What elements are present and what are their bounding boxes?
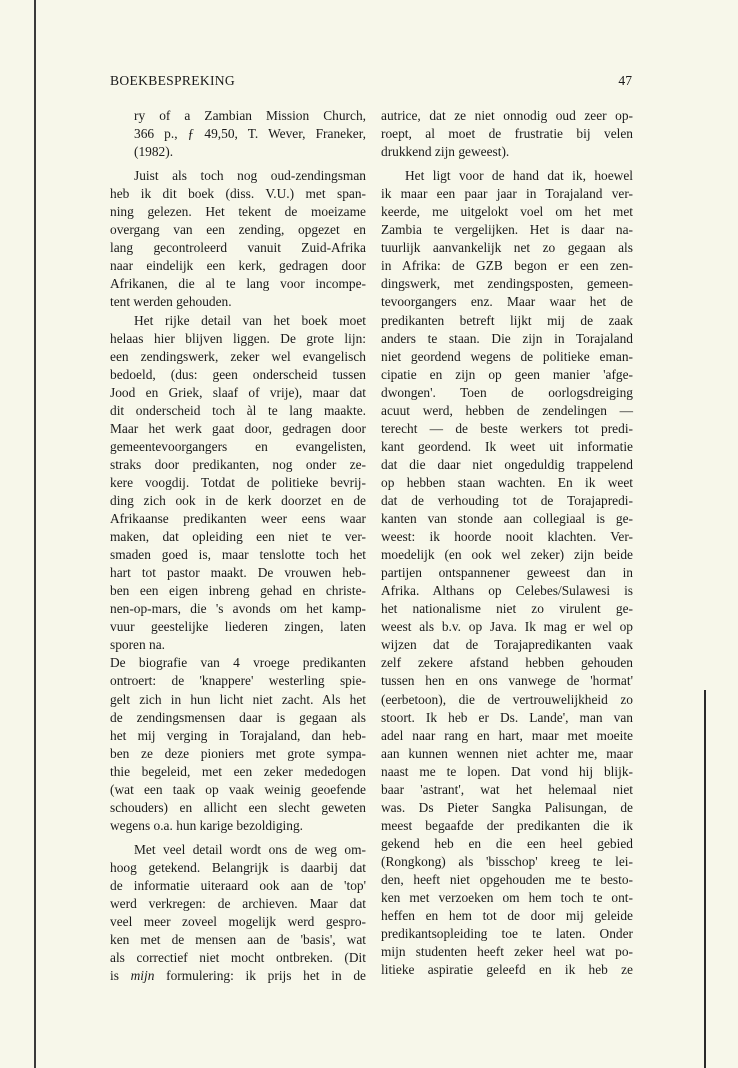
text-line: gekend heb en die een heel gebied xyxy=(381,835,633,851)
text-line: heffen en hem tot de door mij geleide xyxy=(381,908,633,924)
text-line: kere voogdij. Totdat de politieke bevrij- xyxy=(110,474,366,490)
text-line: moedelijk (en ook wel zeker) zijn beide xyxy=(381,547,633,563)
text-line: naast me te lopen. Dat vond hij blijk- xyxy=(381,763,633,779)
text-line: (1982). xyxy=(134,144,174,160)
text-line: kanten van stonde aan collegiaal is ge- xyxy=(381,511,633,527)
text-line: partijen ontspannener geweest dan in xyxy=(381,565,633,581)
text-line: als correctief niet mocht ontbreken. (Dit xyxy=(110,950,366,966)
text-line: in Afrika: de GZB begon er een zen- xyxy=(381,258,633,274)
text-line: De biografie van 4 vroege predikanten xyxy=(110,655,366,671)
text-line: nen-op-mars, die 's avonds om het kamp- xyxy=(110,601,366,617)
text-line: stoort. Ik heb er Ds. Lande', man van xyxy=(381,709,633,725)
text-line: werd verkregen: de archieven. Maar dat xyxy=(110,896,366,912)
text-line: ken met de mensen aan de 'basis', wat xyxy=(110,932,366,948)
text-line: tevoorgangers enz. Maar waar het de xyxy=(381,294,633,310)
text-line: is mijn formulering: ik prijs het in de xyxy=(110,968,366,984)
scan-edge-line xyxy=(704,690,706,1068)
text-line: gemeentevoorgangers en evangelisten, xyxy=(110,438,366,454)
text-line: dit onderscheid toch àl te lang maakte. xyxy=(110,402,366,418)
text-line: ning gelezen. Het tekent de moeizame xyxy=(110,204,366,220)
text-line: hart tot pastor maakt. De vrouwen heb- xyxy=(110,565,366,581)
text-line: niet geordend wegens de politieke eman- xyxy=(381,348,633,364)
text-line: Afrika. Althans op Celebes/Sulawesi is xyxy=(381,583,633,599)
text-line: ben een eigen inbreng gehad en christe- xyxy=(110,583,366,599)
text-line: predikanten betreft lijkt mij de zaak xyxy=(381,312,633,328)
text-line: terecht — de beste werkers tot predi- xyxy=(381,420,633,436)
text-line: (eerbetoon), die de vertrouwelijkheid zo xyxy=(381,691,633,707)
text-line: den, heeft niet opgehouden me te besto- xyxy=(381,871,633,887)
text-line: tussen hen en ons vanwege de 'hormat' xyxy=(381,673,633,689)
text-line: anders te staan. Die zijn in Torajaland xyxy=(381,330,633,346)
text-line: bedoeld, (dus: geen onderscheid tussen xyxy=(110,366,366,382)
right-text-column xyxy=(381,107,633,979)
text-line: wegens o.a. hun karige bezoldiging. xyxy=(110,817,303,833)
text-line: keerde, me uitgelokt voel om het met xyxy=(381,204,633,220)
text-line: Afrikanen, die al te lang voor incompe- xyxy=(110,276,366,292)
text-line: acuut werd, hebben de zendelingen — xyxy=(381,402,633,418)
text-line: ben ze deze pioniers met grote sympa- xyxy=(110,745,366,761)
text-line: het nationalisme niet zo virulent ge- xyxy=(381,601,633,617)
text-line: een zendingswerk, zeker wel evangelisch xyxy=(110,348,366,364)
text-line: meest begaafde der predikanten die ik xyxy=(381,817,633,833)
text-line: helaas hier blijven liggen. De grote lijn: xyxy=(110,330,366,346)
text-line: aan kunnen wennen niet achter me, maar xyxy=(381,745,633,761)
text-line: weest: ik hoorde nooit klachten. Ver- xyxy=(381,529,633,545)
text-line: de informatie uiteraard ook aan de 'top' xyxy=(110,877,366,893)
text-line: was. Ds Pieter Sangka Palisungan, de xyxy=(381,799,633,815)
text-line: wijzen dat de Torajapredikanten vaak xyxy=(381,637,633,653)
text-line: Juist als toch nog oud-zendingsman xyxy=(134,168,366,184)
text-line: ry of a Zambian Mission Church, xyxy=(134,108,366,123)
text-line: lang gecontroleerd vanuit Zuid-Afrika xyxy=(110,240,366,256)
page-binding-edge xyxy=(34,0,36,1068)
text-line: 366 p., ƒ 49,50, T. Wever, Franeker, xyxy=(134,126,366,142)
text-line: maken, dat opleiding een niet te ver- xyxy=(110,529,366,545)
text-line: vuur geestelijke liederen zingen, laten xyxy=(110,619,366,635)
text-line: dwongen'. Toen de oorlogsdreiging xyxy=(381,384,633,400)
text-line: Maar het werk gaat door, gedragen door xyxy=(110,420,366,436)
text-line: Het ligt voor de hand dat ik, hoewel xyxy=(405,168,633,184)
text-line: ding zich ook in de kerk doorzet en de xyxy=(110,492,366,508)
text-line: adel naar rang en hart, maar met moeite xyxy=(381,727,633,743)
text-line: ik maar een paar jaar in Torajaland ver- xyxy=(381,186,633,202)
text-line: straks door predikanten, nog onder ze- xyxy=(110,456,366,472)
text-line: weest als b.v. op Java. Ik mag er wel op xyxy=(381,619,633,635)
text-line: gelt zich in hun licht niet zacht. Als het xyxy=(110,691,366,707)
text-line: smaden goed is, maar tenslotte toch het xyxy=(110,547,366,563)
text-line: (Rongkong) als 'bisschop' kreeg te lei- xyxy=(381,853,633,869)
text-line: mijn studenten heeft zeker heel wat po- xyxy=(381,944,633,960)
text-line: dat de verhouding tot de Torajapredi- xyxy=(381,492,633,508)
text-line: hoog getekend. Belangrijk is daarbij dat xyxy=(110,859,366,875)
page-number: 47 xyxy=(618,73,632,88)
text-line: naar eindelijk een kerk, gedragen door xyxy=(110,258,366,274)
text-line: schouders) en allicht een slecht geweten xyxy=(110,799,366,815)
text-line: cipatie en zijn op geen manier 'afge- xyxy=(381,366,633,382)
text-line: het mij verging in Torajaland, dan heb- xyxy=(110,727,366,743)
text-line: overgang van een zending, opgezet en xyxy=(110,222,366,238)
text-line: heb ik dit boek (diss. V.U.) met span- xyxy=(110,186,366,202)
text-line: sporen na. xyxy=(110,637,166,653)
text-line: dat die daar niet ongeduldig trappelend xyxy=(381,456,633,472)
left-text-column xyxy=(110,107,366,985)
text-line: (wat een taak op vaak weinig geoefende xyxy=(110,781,366,797)
running-header-title: BOEKBESPREKING xyxy=(110,73,236,88)
text-line: Het rijke detail van het boek moet xyxy=(134,312,366,328)
text-line: tent werden gehouden. xyxy=(110,294,232,310)
text-line: Met veel detail wordt ons de weg om- xyxy=(134,841,366,857)
text-line: op hebben staan wachten. En ik weet xyxy=(381,474,633,490)
text-line: autrice, dat ze niet onnodig oud zeer op- xyxy=(381,108,633,123)
text-line: Zambia te vergelijken. Het is daar na- xyxy=(381,222,633,238)
text-line: zelf zekere afstand hebben gehouden xyxy=(381,655,633,671)
text-line: drukkend zijn geweest). xyxy=(381,144,510,160)
text-line: baar 'astrant', wat het helemaal niet xyxy=(381,781,633,797)
text-line: Jood en Griek, slaaf of vrije), maar dat xyxy=(110,384,366,400)
text-line: predikantsopleiding toe te laten. Onder xyxy=(381,926,633,942)
text-line: tuurlijk aanvankelijk net zo gegaan als xyxy=(381,240,633,256)
text-line: ken met verzoeken om hem toch te ont- xyxy=(381,890,633,906)
text-line: veel meer zoveel mogelijk werd gespro- xyxy=(110,914,366,930)
text-line: dingswerk, met zendingsposten, gemeen- xyxy=(381,276,633,292)
text-line: thie begeleid, met een zeker mededogen xyxy=(110,763,366,779)
text-line: ontroert: de 'knappere' westerling spie- xyxy=(110,673,366,689)
text-line: roept, al moet de frustratie bij velen xyxy=(381,126,633,142)
text-line: Afrikaanse predikanten weer eens waar xyxy=(110,511,366,527)
text-line: kant geordend. Ik weet uit informatie xyxy=(381,438,633,454)
text-line: de zendingsmensen daar is gegaan als xyxy=(110,709,366,725)
text-line: litieke aspiratie geleefd en ik heb ze xyxy=(381,962,633,978)
